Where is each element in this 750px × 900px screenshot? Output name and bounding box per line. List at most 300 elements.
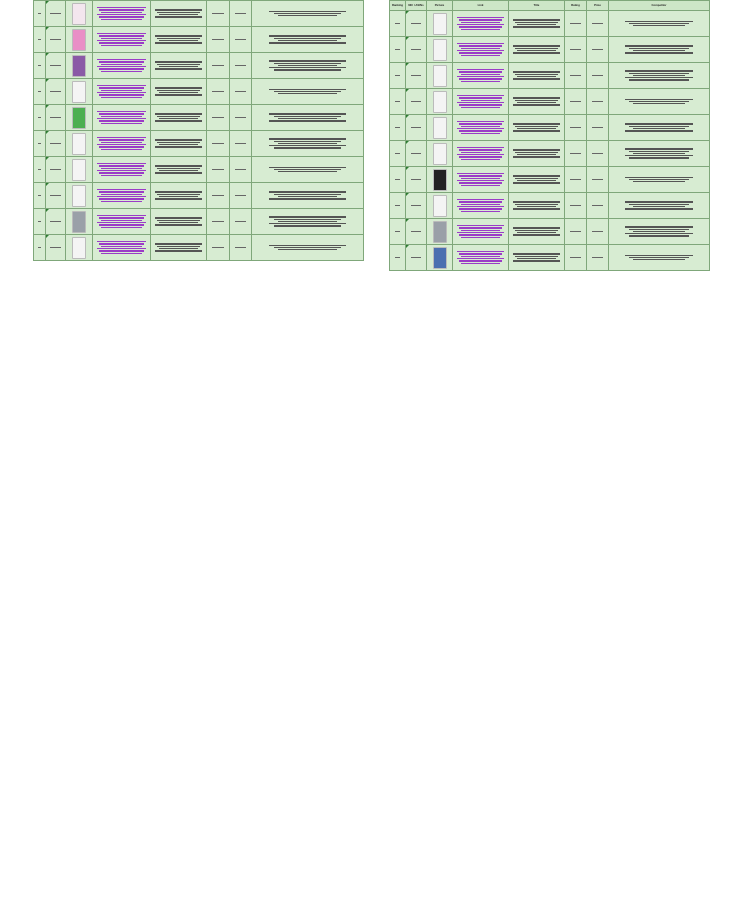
table-cell — [230, 53, 252, 79]
table-cell — [34, 157, 46, 183]
table-cell — [34, 27, 46, 53]
cell-text-lines — [454, 121, 507, 134]
table-cell — [230, 131, 252, 157]
cell-text-lines — [566, 257, 585, 258]
table-cell — [509, 219, 565, 245]
header-picture: Picture — [427, 1, 453, 11]
table-cell — [587, 11, 609, 37]
cell-text-lines — [391, 257, 404, 258]
table-cell — [390, 63, 406, 89]
product-thumbnail — [433, 221, 447, 243]
cell-text-lines — [407, 153, 425, 154]
cell-text-lines — [208, 169, 228, 170]
table-row — [390, 63, 710, 89]
table-cell — [34, 79, 46, 105]
cell-text-lines — [610, 201, 708, 209]
cell-text-lines — [588, 231, 607, 232]
cell-text-lines — [253, 60, 362, 70]
table-cell — [207, 27, 230, 53]
table-cell — [207, 131, 230, 157]
table-cell — [230, 183, 252, 209]
table-row — [34, 131, 364, 157]
table-cell — [427, 63, 453, 89]
table-row — [34, 1, 364, 27]
table-row — [390, 167, 710, 193]
product-thumbnail — [72, 3, 86, 25]
table-cell — [609, 219, 710, 245]
table-cell — [406, 11, 427, 37]
table-cell — [565, 89, 587, 115]
cell-text-lines — [454, 225, 507, 238]
table-cell — [252, 79, 364, 105]
table-cell — [252, 209, 364, 235]
product-thumbnail — [433, 195, 447, 217]
header-ranking: Ranking — [390, 1, 406, 11]
cell-text-lines — [35, 39, 44, 40]
table-cell — [34, 131, 46, 157]
header-title: Title — [509, 1, 565, 11]
cell-text-lines — [231, 195, 250, 196]
cell-text-lines — [566, 23, 585, 24]
cell-text-lines — [610, 45, 708, 53]
cell-text-lines — [231, 143, 250, 144]
table-cell — [509, 141, 565, 167]
table-cell — [609, 11, 710, 37]
cell-text-lines — [588, 205, 607, 206]
table-row — [34, 105, 364, 131]
table-cell — [609, 167, 710, 193]
cell-text-lines — [510, 45, 563, 53]
table-cell — [390, 167, 406, 193]
cell-text-lines — [566, 49, 585, 50]
table-cell — [46, 183, 66, 209]
table-cell — [427, 219, 453, 245]
table-cell[interactable] — [93, 131, 151, 157]
cell-text-lines — [208, 13, 228, 14]
cell-text-lines — [35, 221, 44, 222]
table-cell — [230, 79, 252, 105]
table-cell — [46, 209, 66, 235]
table-cell — [565, 219, 587, 245]
cell-text-lines — [407, 205, 425, 206]
table-cell — [406, 37, 427, 63]
cell-text-lines — [94, 33, 149, 46]
cell-text-lines — [510, 71, 563, 79]
cell-text-lines — [47, 117, 64, 118]
product-thumbnail — [72, 107, 86, 129]
table-cell — [609, 115, 710, 141]
table-cell — [66, 79, 93, 105]
table-cell[interactable] — [93, 183, 151, 209]
cell-text-lines — [231, 247, 250, 248]
cell-text-lines — [47, 221, 64, 222]
table-cell — [509, 37, 565, 63]
cell-text-lines — [152, 139, 205, 147]
table-row — [34, 235, 364, 261]
cell-text-lines — [152, 243, 205, 251]
right-spreadsheet — [389, 0, 710, 271]
table-cell — [34, 105, 46, 131]
cell-text-lines — [253, 113, 362, 121]
table-cell — [252, 53, 364, 79]
table-cell — [565, 193, 587, 219]
table-cell — [427, 167, 453, 193]
cell-text-lines — [47, 91, 64, 92]
table-cell[interactable] — [453, 193, 509, 219]
table-cell — [609, 245, 710, 271]
cell-text-lines — [588, 127, 607, 128]
table-row — [34, 53, 364, 79]
table-cell — [390, 115, 406, 141]
table-cell — [252, 1, 364, 27]
table-cell[interactable] — [93, 235, 151, 261]
cell-text-lines — [231, 221, 250, 222]
product-thumbnail — [72, 29, 86, 51]
cell-text-lines — [208, 39, 228, 40]
table-cell — [427, 245, 453, 271]
cell-text-lines — [231, 65, 250, 66]
table-cell — [151, 1, 207, 27]
table-cell — [565, 63, 587, 89]
cell-text-lines — [510, 149, 563, 157]
cell-text-lines — [566, 153, 585, 154]
cell-text-lines — [610, 70, 708, 80]
product-thumbnail — [433, 65, 447, 87]
product-thumbnail — [433, 39, 447, 61]
cell-text-lines — [566, 127, 585, 128]
cell-text-lines — [588, 153, 607, 154]
table-cell — [207, 157, 230, 183]
table-cell — [207, 209, 230, 235]
cell-text-lines — [152, 87, 205, 95]
product-thumbnail — [433, 143, 447, 165]
table-cell — [390, 245, 406, 271]
cell-text-lines — [588, 101, 607, 102]
cell-text-lines — [35, 195, 44, 196]
table-cell — [46, 27, 66, 53]
table-cell — [230, 1, 252, 27]
cell-text-lines — [610, 177, 708, 183]
table-cell — [66, 105, 93, 131]
cell-text-lines — [47, 13, 64, 14]
table-cell — [509, 193, 565, 219]
table-cell — [151, 53, 207, 79]
table-row — [390, 219, 710, 245]
table-cell — [151, 27, 207, 53]
cell-text-lines — [391, 231, 404, 232]
cell-text-lines — [588, 75, 607, 76]
table-cell — [46, 1, 66, 27]
cell-text-lines — [94, 241, 149, 254]
product-thumbnail — [72, 133, 86, 155]
cell-text-lines — [35, 65, 44, 66]
cell-text-lines — [47, 143, 64, 144]
table-cell[interactable] — [453, 11, 509, 37]
table-cell[interactable] — [453, 167, 509, 193]
cell-text-lines — [208, 91, 228, 92]
cell-text-lines — [208, 247, 228, 248]
table-row — [390, 115, 710, 141]
table-cell — [207, 105, 230, 131]
cell-text-lines — [610, 123, 708, 131]
table-cell — [406, 63, 427, 89]
table-cell — [565, 115, 587, 141]
table-cell — [587, 245, 609, 271]
cell-text-lines — [391, 179, 404, 180]
cell-text-lines — [152, 113, 205, 121]
table-row — [34, 27, 364, 53]
table-cell[interactable] — [453, 245, 509, 271]
table-cell — [66, 131, 93, 157]
table-cell — [406, 115, 427, 141]
table-cell — [207, 53, 230, 79]
table-cell[interactable] — [453, 63, 509, 89]
table-cell[interactable] — [93, 105, 151, 131]
table-cell — [427, 11, 453, 37]
cell-text-lines — [253, 138, 362, 148]
cell-text-lines — [610, 99, 708, 105]
product-thumbnail — [72, 81, 86, 103]
table-row — [34, 79, 364, 105]
cell-text-lines — [35, 13, 44, 14]
table-row — [390, 11, 710, 37]
table-cell — [427, 37, 453, 63]
cell-text-lines — [391, 153, 404, 154]
cell-text-lines — [407, 75, 425, 76]
table-cell — [66, 209, 93, 235]
table-cell — [390, 37, 406, 63]
cell-text-lines — [253, 216, 362, 226]
cell-text-lines — [510, 175, 563, 183]
table-cell — [427, 115, 453, 141]
table-cell — [406, 167, 427, 193]
product-thumbnail — [72, 55, 86, 77]
header-rating: Rating — [565, 1, 587, 11]
table-cell — [151, 235, 207, 261]
table-cell — [207, 79, 230, 105]
header-link: Link — [453, 1, 509, 11]
cell-text-lines — [566, 101, 585, 102]
cell-text-lines — [510, 201, 563, 209]
table-cell — [252, 183, 364, 209]
cell-text-lines — [510, 253, 563, 261]
table-cell — [34, 209, 46, 235]
cell-text-lines — [35, 169, 44, 170]
table-cell — [587, 219, 609, 245]
table-cell — [66, 1, 93, 27]
table-cell — [252, 105, 364, 131]
table-cell[interactable] — [93, 209, 151, 235]
cell-text-lines — [391, 127, 404, 128]
cell-text-lines — [94, 189, 149, 202]
cell-text-lines — [152, 217, 205, 225]
table-cell — [565, 245, 587, 271]
table-cell — [587, 167, 609, 193]
table-cell — [509, 63, 565, 89]
cell-text-lines — [94, 137, 149, 150]
cell-text-lines — [231, 13, 250, 14]
table-cell — [587, 89, 609, 115]
cell-text-lines — [588, 23, 607, 24]
table-cell — [565, 141, 587, 167]
cell-text-lines — [391, 75, 404, 76]
table-row — [34, 209, 364, 235]
table-cell — [46, 105, 66, 131]
cell-text-lines — [94, 85, 149, 98]
table-cell — [230, 105, 252, 131]
table-cell — [509, 89, 565, 115]
table-cell[interactable] — [93, 79, 151, 105]
table-cell[interactable] — [93, 53, 151, 79]
cell-text-lines — [231, 169, 250, 170]
table-cell — [406, 193, 427, 219]
cell-text-lines — [152, 61, 205, 69]
cell-text-lines — [510, 97, 563, 105]
table-cell — [509, 11, 565, 37]
cell-text-lines — [407, 127, 425, 128]
product-thumbnail — [433, 13, 447, 35]
cell-text-lines — [510, 123, 563, 131]
cell-text-lines — [35, 117, 44, 118]
cell-text-lines — [152, 165, 205, 173]
cell-text-lines — [208, 117, 228, 118]
table-cell — [252, 235, 364, 261]
table-cell — [390, 141, 406, 167]
cell-text-lines — [94, 215, 149, 228]
cell-text-lines — [253, 167, 362, 173]
table-cell — [406, 245, 427, 271]
cell-text-lines — [454, 147, 507, 160]
table-cell — [390, 193, 406, 219]
table-cell — [509, 245, 565, 271]
cell-text-lines — [253, 35, 362, 43]
table-cell — [151, 209, 207, 235]
table-cell — [34, 1, 46, 27]
cell-text-lines — [407, 231, 425, 232]
table-cell — [609, 63, 710, 89]
cell-text-lines — [407, 179, 425, 180]
table-cell — [587, 141, 609, 167]
cell-text-lines — [208, 221, 228, 222]
cell-text-lines — [208, 195, 228, 196]
table-row — [390, 89, 710, 115]
cell-text-lines — [391, 101, 404, 102]
cell-text-lines — [231, 91, 250, 92]
header-price: Price — [587, 1, 609, 11]
table-cell — [390, 219, 406, 245]
cell-text-lines — [454, 251, 507, 264]
cell-text-lines — [47, 65, 64, 66]
cell-text-lines — [454, 173, 507, 186]
table-cell — [509, 167, 565, 193]
cell-text-lines — [152, 191, 205, 199]
table-cell — [34, 183, 46, 209]
table-cell[interactable] — [453, 219, 509, 245]
cell-text-lines — [566, 75, 585, 76]
table-cell — [565, 167, 587, 193]
cell-text-lines — [588, 257, 607, 258]
table-cell — [252, 157, 364, 183]
left-spreadsheet — [33, 0, 364, 261]
cell-text-lines — [152, 35, 205, 43]
cell-text-lines — [510, 19, 563, 27]
header-competitor: Competitor — [609, 1, 710, 11]
table-cell — [609, 89, 710, 115]
product-thumbnail — [72, 211, 86, 233]
table-cell — [207, 1, 230, 27]
cell-text-lines — [391, 205, 404, 206]
cell-text-lines — [35, 143, 44, 144]
table-cell — [406, 219, 427, 245]
table-row — [390, 37, 710, 63]
cell-text-lines — [94, 163, 149, 176]
table-row — [390, 245, 710, 271]
cell-text-lines — [588, 179, 607, 180]
table-cell — [34, 53, 46, 79]
table-cell — [46, 79, 66, 105]
cell-text-lines — [588, 49, 607, 50]
cell-text-lines — [407, 49, 425, 50]
header-row — [390, 1, 710, 11]
cell-text-lines — [566, 179, 585, 180]
cell-text-lines — [208, 65, 228, 66]
table-cell — [565, 37, 587, 63]
cell-text-lines — [407, 101, 425, 102]
table-row — [34, 183, 364, 209]
table-cell — [46, 235, 66, 261]
table-row — [390, 193, 710, 219]
cell-text-lines — [47, 247, 64, 248]
table-cell — [151, 105, 207, 131]
cell-text-lines — [35, 247, 44, 248]
table-cell — [230, 157, 252, 183]
table-cell[interactable] — [453, 89, 509, 115]
cell-text-lines — [391, 49, 404, 50]
table-cell — [252, 131, 364, 157]
table-cell — [46, 53, 66, 79]
table-cell[interactable] — [453, 37, 509, 63]
table-cell[interactable] — [93, 157, 151, 183]
table-cell — [66, 235, 93, 261]
cell-text-lines — [454, 95, 507, 108]
table-cell — [587, 115, 609, 141]
table-cell — [587, 37, 609, 63]
cell-text-lines — [47, 169, 64, 170]
table-cell — [46, 157, 66, 183]
table-cell[interactable] — [93, 27, 151, 53]
cell-text-lines — [253, 11, 362, 17]
table-cell — [207, 235, 230, 261]
table-cell — [230, 27, 252, 53]
cell-text-lines — [152, 9, 205, 17]
table-cell — [230, 209, 252, 235]
cell-text-lines — [454, 69, 507, 82]
table-cell[interactable] — [453, 141, 509, 167]
cell-text-lines — [610, 148, 708, 158]
cell-text-lines — [407, 257, 425, 258]
table-cell[interactable] — [93, 1, 151, 27]
cell-text-lines — [35, 91, 44, 92]
cell-text-lines — [454, 43, 507, 56]
table-cell — [46, 131, 66, 157]
cell-text-lines — [566, 205, 585, 206]
table-cell[interactable] — [453, 115, 509, 141]
cell-text-lines — [253, 245, 362, 251]
table-cell — [565, 11, 587, 37]
product-thumbnail — [72, 185, 86, 207]
cell-text-lines — [566, 231, 585, 232]
table-cell — [66, 157, 93, 183]
